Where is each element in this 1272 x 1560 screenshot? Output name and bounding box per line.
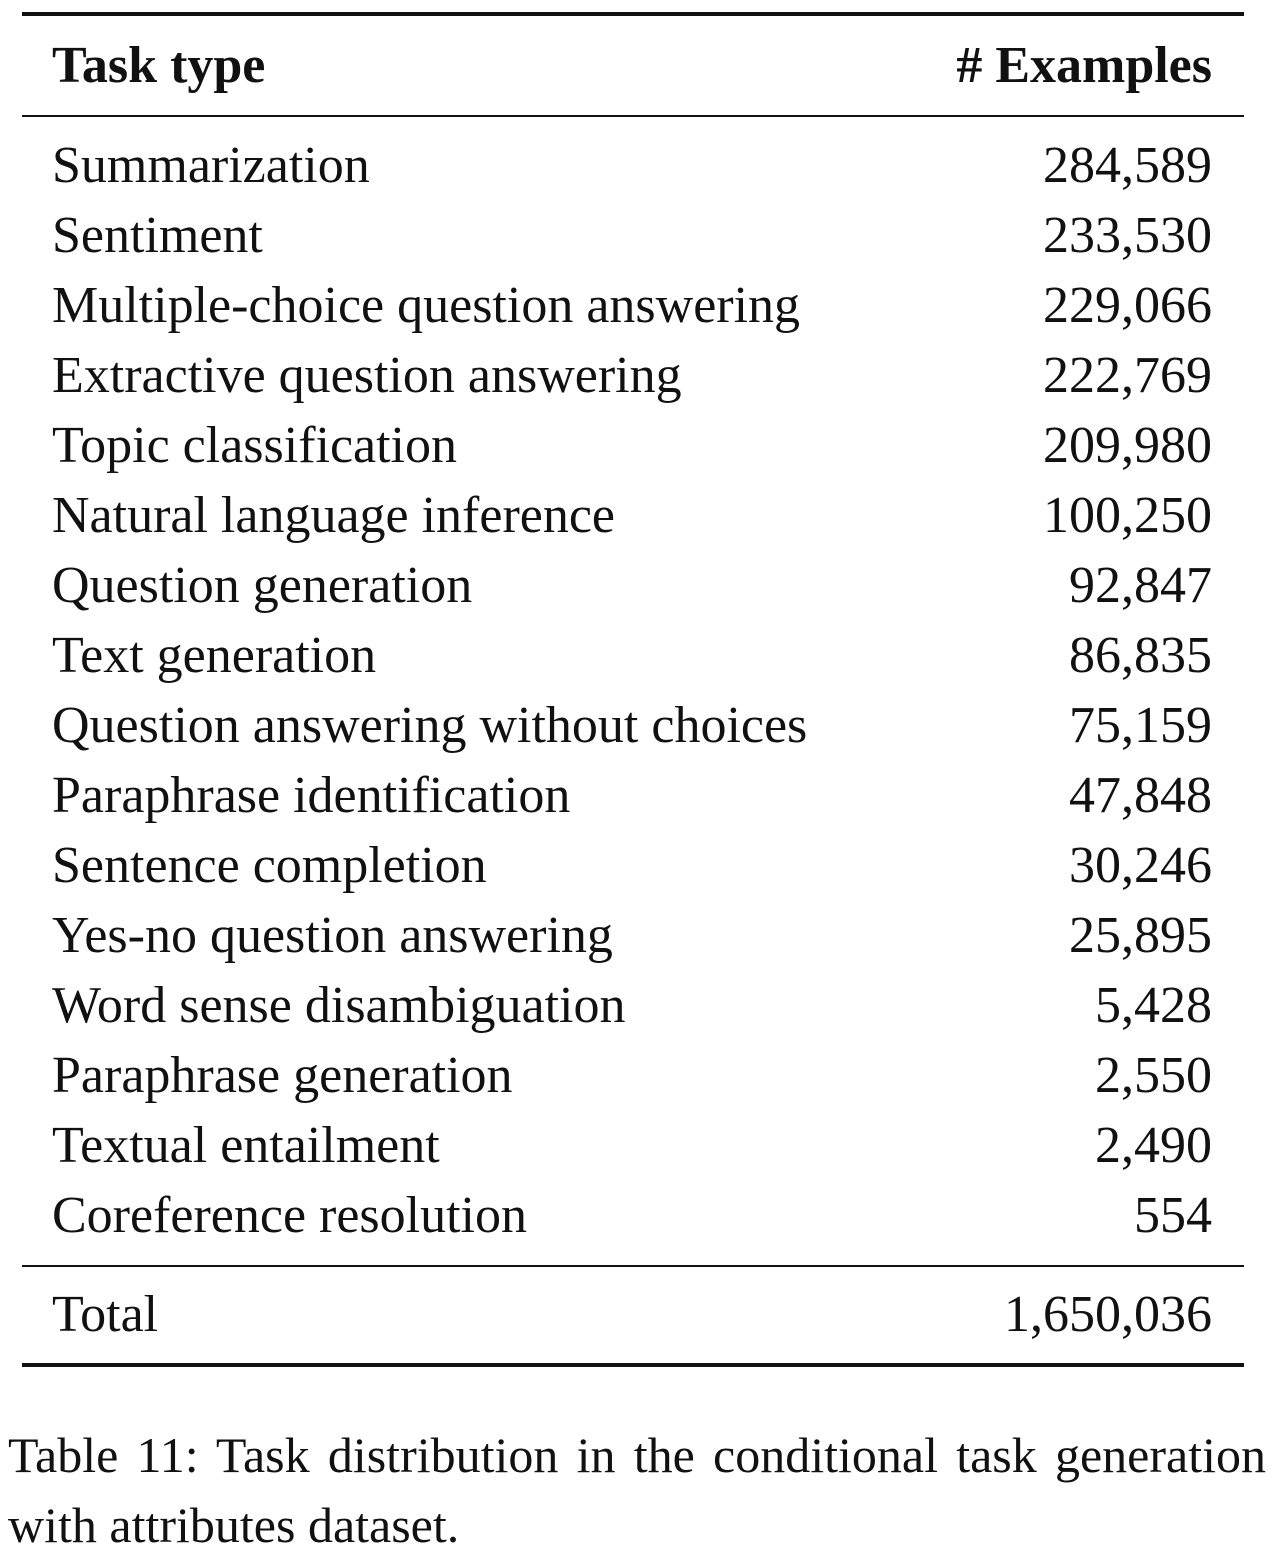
table-row xyxy=(22,411,1244,481)
table-row xyxy=(22,551,1244,621)
table-row xyxy=(22,131,1244,201)
table-row xyxy=(22,341,1244,411)
task-type-cell: Yes-no question answering xyxy=(52,907,613,964)
examples-count-cell: 222,769 xyxy=(1043,347,1212,404)
table-row xyxy=(22,1181,1244,1251)
task-type-cell: Natural language inference xyxy=(52,487,616,544)
table-row xyxy=(22,201,1244,271)
examples-count-cell: 229,066 xyxy=(1043,277,1212,334)
table-header-row xyxy=(22,16,1244,115)
task-type-cell: Extractive question answering xyxy=(52,347,682,404)
task-type-cell: Question generation xyxy=(52,557,473,614)
table-row xyxy=(22,691,1244,761)
examples-count-cell: 30,246 xyxy=(1069,837,1212,894)
examples-count-cell: 47,848 xyxy=(1069,767,1212,824)
table-bottom-rule xyxy=(22,1363,1244,1367)
task-type-cell: Sentiment xyxy=(52,207,263,264)
examples-count-cell: 2,490 xyxy=(1095,1117,1212,1174)
task-type-cell: Sentence completion xyxy=(52,837,487,894)
examples-count-cell: 5,428 xyxy=(1095,977,1212,1034)
examples-count-cell: 86,835 xyxy=(1069,627,1212,684)
table-row xyxy=(22,761,1244,831)
examples-count-cell: 75,159 xyxy=(1069,697,1212,754)
task-type-cell: Topic classification xyxy=(52,417,458,474)
table-row xyxy=(22,271,1244,341)
examples-count-cell: 554 xyxy=(1134,1187,1212,1244)
examples-count-cell: 209,980 xyxy=(1043,417,1212,474)
task-type-cell: Coreference resolution xyxy=(52,1187,528,1244)
table-row xyxy=(22,1041,1244,1111)
task-type-cell: Word sense disambiguation xyxy=(52,977,626,1034)
table-row xyxy=(22,831,1244,901)
task-type-cell: Text generation xyxy=(52,627,377,684)
task-distribution-table xyxy=(22,12,1244,1367)
examples-count-cell: 284,589 xyxy=(1043,137,1212,194)
examples-count-cell: 25,895 xyxy=(1069,907,1212,964)
task-type-cell: Paraphrase identification xyxy=(52,767,571,824)
table-row xyxy=(22,1111,1244,1181)
total-label: Total xyxy=(52,1286,159,1343)
task-type-cell: Multiple-choice question answering xyxy=(52,277,801,334)
header-examples: # Examples xyxy=(956,36,1212,94)
task-type-cell: Paraphrase generation xyxy=(52,1047,513,1104)
header-task-type: Task type xyxy=(52,36,266,94)
examples-count-cell: 92,847 xyxy=(1069,557,1212,614)
table-body xyxy=(22,117,1244,1265)
table-row xyxy=(22,901,1244,971)
table-caption: Table 11: Task distribution in the conditional task generation with attributes dataset. xyxy=(8,1427,1266,1553)
task-type-cell: Summarization xyxy=(52,137,370,194)
examples-count-cell: 100,250 xyxy=(1043,487,1212,544)
task-type-cell: Textual entailment xyxy=(52,1117,440,1174)
task-type-cell: Question answering without choices xyxy=(52,697,808,754)
table-row xyxy=(22,971,1244,1041)
table-total-row xyxy=(22,1267,1244,1363)
table-row xyxy=(22,621,1244,691)
examples-count-cell: 233,530 xyxy=(1043,207,1212,264)
total-count: 1,650,036 xyxy=(1004,1286,1212,1343)
table-row xyxy=(22,481,1244,551)
examples-count-cell: 2,550 xyxy=(1095,1047,1212,1104)
